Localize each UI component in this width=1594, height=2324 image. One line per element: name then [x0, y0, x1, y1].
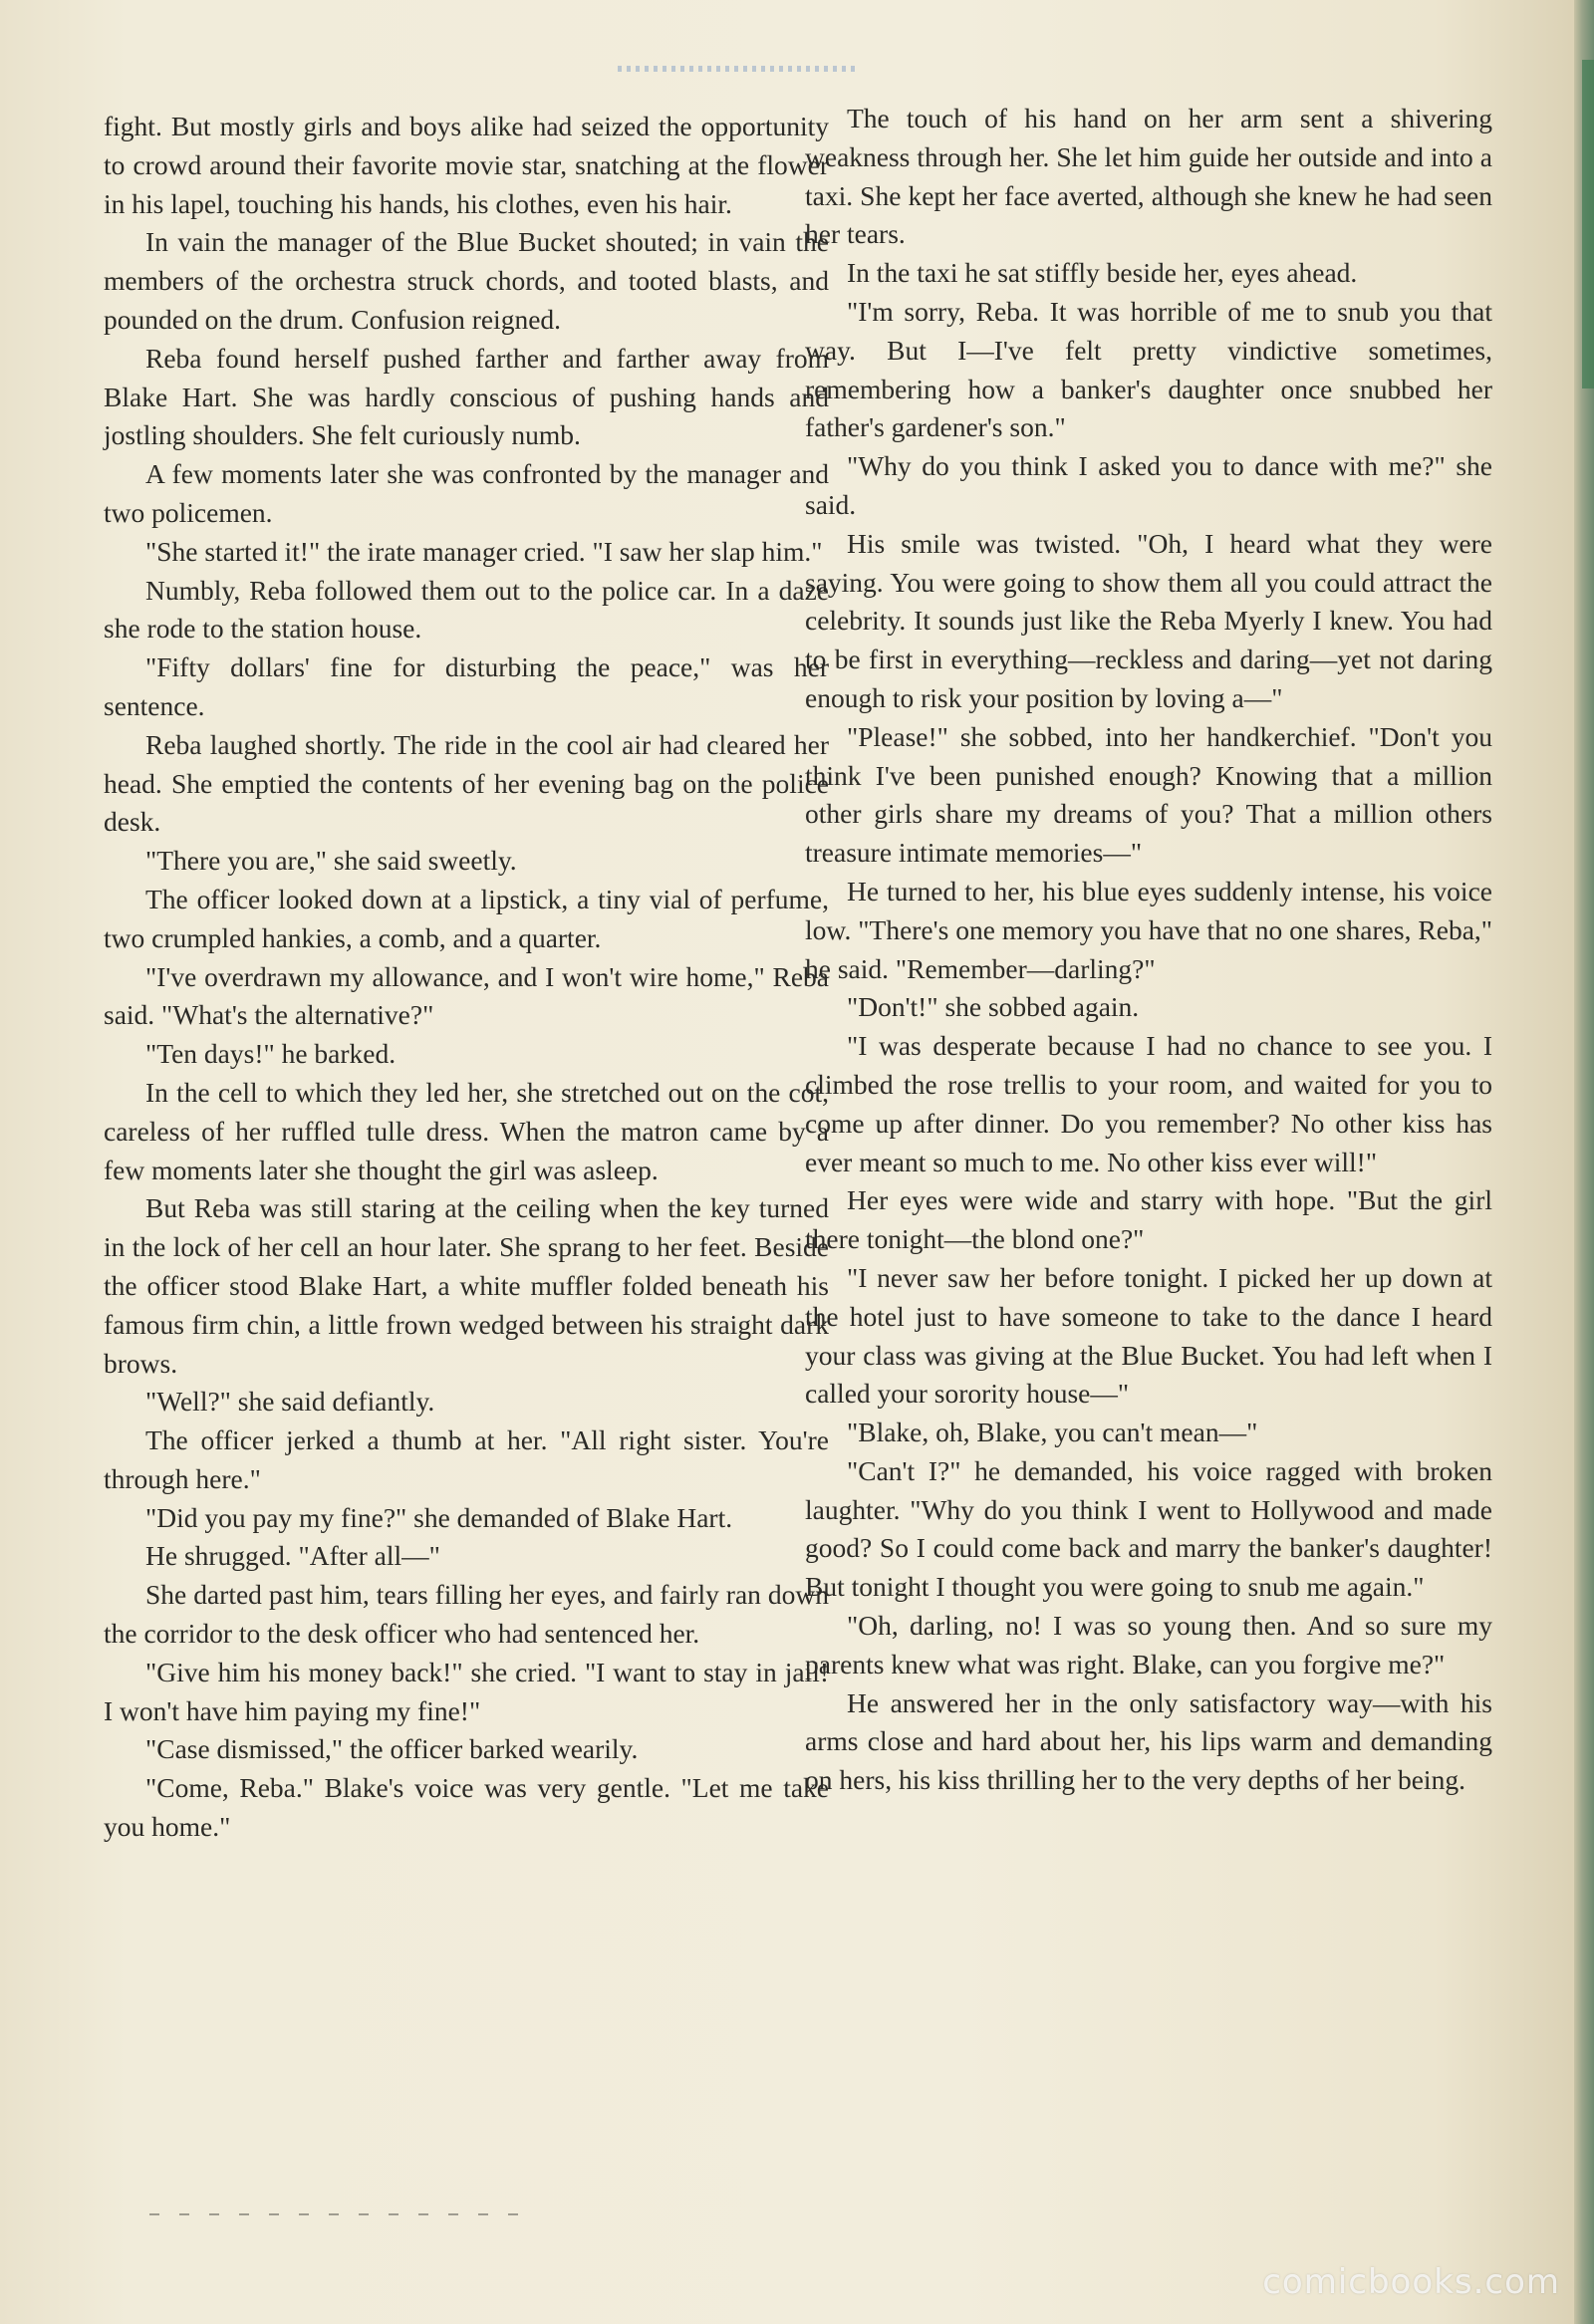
- paragraph: The officer jerked a thumb at her. "All right sister. You're through here.": [104, 1424, 829, 1494]
- bottom-rule: [149, 2213, 528, 2215]
- paragraph: "I've overdrawn my allowance, and I won't wire home," Reba said. "What's the alternative?": [104, 960, 829, 1031]
- paragraph: "I never saw her before tonight. I picked her up down at the hotel just to have someone to take to the dance I heard your class was giving at the Blue Bucket. You had left when I called your sorority house—": [805, 1261, 1492, 1410]
- site-watermark: comicbooks.com: [1262, 2262, 1560, 2302]
- paragraph: Reba laughed shortly. The ride in the cool air had cleared her head. She emptied the contents of her evening bag on the police desk.: [104, 728, 829, 838]
- paragraph: "Don't!" she sobbed again.: [847, 991, 1140, 1023]
- right-column: [805, 100, 1492, 1800]
- paragraph: "Ten days!" he barked.: [145, 1038, 397, 1070]
- paragraph: "Blake, oh, Blake, you can't mean—": [847, 1417, 1258, 1448]
- paragraph: fight. But mostly girls and boys alike had seized the opportunity to crowd around their favorite movie star, snatching at the flower in his lapel, touching his hands, his clothes, even his hair.: [104, 111, 829, 219]
- paragraph: A few moments later she was confronted by the manager and two policemen.: [104, 458, 829, 528]
- paragraph: She darted past him, tears filling her eyes, and fairly ran down the corridor to the desk officer who had sentenced her.: [104, 1579, 829, 1650]
- paragraph: "Case dismissed," the officer barked wearily.: [145, 1733, 639, 1765]
- paragraph: In the cell to which they led her, she stretched out on the cot, careless of her ruffled tulle dress. When the matron came by a few moments later she thought the girl was asleep.: [104, 1076, 829, 1185]
- paragraph: He shrugged. "After all—": [145, 1540, 440, 1572]
- paragraph: "Did you pay my fine?" she demanded of Blake Hart.: [145, 1501, 733, 1533]
- paragraph: "I was desperate because I had no chance to see you. I climbed the rose trellis to your room, and waited for you to come up after dinner. Do you remember? No other kiss has ever meant so much to me. No other kiss ever will!": [805, 1030, 1492, 1177]
- paragraph: "Oh, darling, no! I was so young then. And so sure my parents knew what was right. Blake, can you forgive me?": [805, 1610, 1492, 1679]
- paragraph: Her eyes were wide and starry with hope. "But the girl there tonight—the blond one?": [805, 1184, 1492, 1255]
- paragraph: "Why do you think I asked you to dance with me?" she said.: [805, 450, 1492, 520]
- paragraph: "Please!" she sobbed, into her handkerchief. "Don't you think I've been punished enough? Knowing that a million other girls share my dreams of you? That a million others treasure intimate memories—": [805, 720, 1492, 869]
- paragraph: His smile was twisted. "Oh, I heard what they were saying. You were going to show them all you could attract the celebrity. It sounds just like the Reba Myerly I knew. You had to be first in everything—reckless and daring—yet not daring enough to risk your position by loving a—": [805, 527, 1492, 713]
- paragraph: "She started it!" the irate manager cried. "I saw her slap him.": [145, 535, 823, 567]
- paragraph: He turned to her, his blue eyes suddenly intense, his voice low. "There's one memory you have that no one shares, Reba," he said. "Remember—darling?": [805, 875, 1492, 984]
- paragraph: "Well?" she said defiantly.: [145, 1386, 435, 1418]
- paragraph: "Can't I?" he demanded, his voice ragged with broken laughter. "Why do you think I went to Hollywood and made good? So I could come back and marry the banker's daughter! But tonight I thought you were going to snub me again.": [805, 1454, 1492, 1603]
- paragraph: "Fifty dollars' fine for disturbing the peace," was her sentence.: [104, 651, 829, 721]
- paragraph: "Give him his money back!" she cried. "I want to stay in jail! I won't have him paying my fine!": [104, 1656, 829, 1726]
- facing-page-edge: [1582, 60, 1594, 388]
- paragraph: In vain the manager of the Blue Bucket shouted; in vain the members of the orchestra struck chords, and tooted blasts, and pounded on the drum. Confusion reigned.: [104, 226, 829, 335]
- paragraph: "I'm sorry, Reba. It was horrible of me to snub you that way. But I—I've felt pretty vindictive sometimes, remembering how a banker's daughter once snubbed her father's gardener's son.": [805, 295, 1492, 443]
- paragraph: But Reba was still staring at the ceiling when the key turned in the lock of her cell an hour later. She sprang to her feet. Beside the officer stood Blake Hart, a white muffler folded beneath his famous firm chin, a little frown wedged between his straight dark brows.: [104, 1192, 829, 1379]
- paragraph: He answered her in the only satisfactory way—with his arms close and hard about her, his lips warm and demanding on hers, his kiss thrilling her to the very depths of her being.: [805, 1686, 1492, 1796]
- paragraph: In the taxi he sat stiffly beside her, eyes ahead.: [847, 257, 1358, 289]
- paragraph: Reba found herself pushed farther and farther away from Blake Hart. She was hardly conscious of pushing hands and jostling shoulders. She felt curiously numb.: [104, 342, 829, 451]
- left-column: [104, 108, 829, 1847]
- paragraph: "Come, Reba." Blake's voice was very gentle. "Let me take you home.": [104, 1772, 829, 1843]
- paragraph: The officer looked down at a lipstick, a tiny vial of perfume, two crumpled hankies, a comb, and a quarter.: [104, 883, 829, 953]
- top-ornament: [618, 66, 857, 72]
- paragraph: Numbly, Reba followed them out to the police car. In a daze she rode to the station house.: [104, 574, 829, 645]
- paragraph: "There you are," she said sweetly.: [145, 845, 517, 877]
- paragraph: The touch of his hand on her arm sent a shivering weakness through her. She let him guide her outside and into a taxi. She kept her face averted, although she knew he had seen her tears.: [805, 103, 1492, 250]
